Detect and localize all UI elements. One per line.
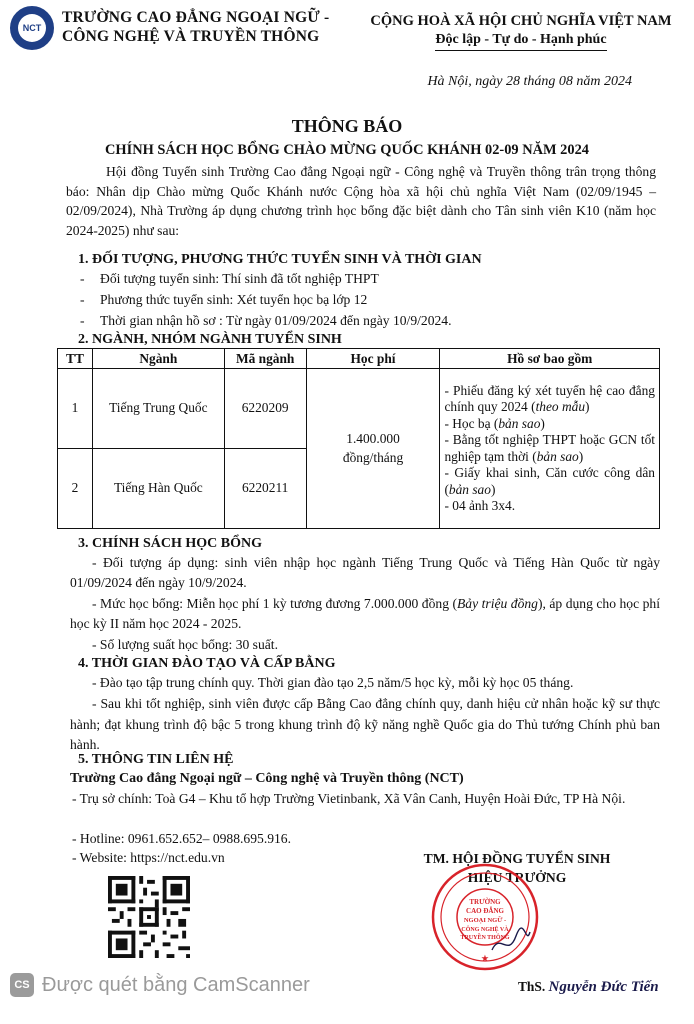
section1-item-text: Phương thức tuyển sinh: Xét tuyển học bạ lớp 12 <box>100 292 368 307</box>
logo-text: NCT <box>18 14 46 42</box>
school-logo <box>10 6 54 50</box>
nation-name: CỘNG HOÀ XÃ HỘI CHỦ NGHĨA VIỆT NAM <box>370 13 672 29</box>
svg-text:★: ★ <box>481 954 489 963</box>
cell-nganh: Tiếng Hàn Quốc <box>92 449 224 529</box>
school-name-line2: CÔNG NGHỆ VÀ TRUYỀN THÔNG <box>62 28 320 45</box>
fee-unit: đồng/tháng <box>342 449 404 465</box>
svg-text:TRƯỜNG: TRƯỜNG <box>469 898 501 906</box>
contact-address: - Trụ sở chính: Toà G4 – Khu tổ hợp Trường Vietinbank, Xã Vân Canh, Huyện Hoài Đức, TP Hà Nội. <box>72 791 626 806</box>
section1-item: - Phương thức tuyển sinh: Xét tuyển học bạ lớp 12 <box>80 292 368 307</box>
document-title: THÔNG BÁO <box>291 116 403 136</box>
cell-ho-so <box>440 369 660 529</box>
intro-paragraph: Hội đồng Tuyển sinh Trường Cao đẳng Ngoại ngữ - Công nghệ và Truyền thông trân trọng thông báo: Nhân dịp Chào mừng Quốc Khánh nước Cộng hòa xã hội chủ nghĩa Việt Nam (02/09/1945 – 02/09/2024), Nhà Trường áp dụng chương trình học bổng đặc biệt dành cho Tân sinh viên K10 (năm học 2024-2025) như sau: <box>66 164 656 238</box>
doc-item: - Giấy khai sinh, Căn cước công dân (bản sao) <box>444 465 655 497</box>
program-table <box>57 348 660 529</box>
signature-line1: TM. HỘI ĐỒNG TUYỂN SINH <box>423 851 611 866</box>
doc-item: - Bằng tốt nghiệp THPT hoặc GCN tốt nghiệp tạm thời (bản sao) <box>444 432 655 464</box>
section4-degree: - Sau khi tốt nghiệp, sinh viên được cấp Bằng Cao đẳng chính quy, danh hiệu cử nhân hoặc kỹ sư thực hành; đạt khung trình độ bậc 5 trong khung trình độ kỹ năng nghề Quốc gia do Thủ tướng Chính phủ ban hành. <box>70 696 660 752</box>
cell-tt: 1 <box>58 369 93 449</box>
doc-item: - Phiếu đăng ký xét tuyển hệ cao đẳng chính quy 2024 (theo mẫu) <box>444 382 655 414</box>
section1-item-text: Đối tượng tuyển sinh: Thí sinh đã tốt nghiệp THPT <box>100 271 379 286</box>
cell-tt: 2 <box>58 449 93 529</box>
table-header: Học phí <box>306 349 440 369</box>
signature-line2: HIỆU TRƯỞNG <box>467 870 567 885</box>
table-header: TT <box>58 349 93 369</box>
motto: Độc lập - Tự do - Hạnh phúc <box>435 31 606 51</box>
table-header: Ngành <box>92 349 224 369</box>
scanner-watermark <box>10 970 310 1000</box>
table-header-row <box>58 349 660 369</box>
section1-item-text: Thời gian nhận hồ sơ : Từ ngày 01/09/2024 đến ngày 10/9/2024. <box>100 313 452 328</box>
section3-heading: 3. CHÍNH SÁCH HỌC BỔNG <box>78 536 262 551</box>
svg-text:TRUYỀN THÔNG: TRUYỀN THÔNG <box>460 935 510 941</box>
signer-name: ThS. Nguyễn Đức Tiến <box>518 979 659 995</box>
cell-ma-nganh: 6220209 <box>224 369 306 449</box>
school-name <box>62 8 329 46</box>
section2-heading: 2. NGÀNH, NHÓM NGÀNH TUYỂN SINH <box>78 332 342 347</box>
section3-quota: - Số lượng suất học bổng: 30 suất. <box>92 637 278 652</box>
camscanner-icon: CS <box>10 973 34 997</box>
svg-text:NGOẠI NGỮ -: NGOẠI NGỮ - <box>463 917 507 924</box>
fee-amount: 1.400.000 <box>346 430 400 446</box>
section1-heading: 1. ĐỐI TƯỢNG, PHƯƠNG THỨC TUYỂN SINH VÀ THỜI GIAN <box>78 252 482 267</box>
document-subtitle: CHÍNH SÁCH HỌC BỔNG CHÀO MỪNG QUỐC KHÁNH 02-09 NĂM 2024 <box>105 142 589 158</box>
cell-nganh: Tiếng Trung Quốc <box>92 369 224 449</box>
doc-item: - Học bạ (bản sao) <box>444 415 545 431</box>
contact-hotline: - Hotline: 0961.652.652– 0988.695.916. <box>72 831 292 846</box>
svg-text:CÔNG NGHỆ VÀ: CÔNG NGHỆ VÀ <box>461 927 509 933</box>
national-header <box>356 12 686 51</box>
section1-item: - Thời gian nhận hồ sơ : Từ ngày 01/09/2024 đến ngày 10/9/2024. <box>80 313 452 328</box>
doc-item: - 04 ảnh 3x4. <box>444 498 516 513</box>
section4-training: - Đào tạo tập trung chính quy. Thời gian đào tạo 2,5 năm/5 học kỳ, mỗi kỳ học 05 tháng. <box>92 675 574 690</box>
table-row <box>58 369 660 449</box>
table-header: Hồ sơ bao gồm <box>440 349 660 369</box>
cell-ma-nganh: 6220211 <box>224 449 306 529</box>
qr-code[interactable] <box>108 876 190 958</box>
scanner-text: Được quét bằng CamScanner <box>42 974 310 996</box>
section1-item: - Đối tượng tuyển sinh: Thí sinh đã tốt nghiệp THPT <box>80 271 379 286</box>
svg-text:CAO ĐẲNG: CAO ĐẲNG <box>466 907 504 915</box>
section3-target: - Đối tượng áp dụng: sinh viên nhập học ngành Tiếng Trung Quốc và Tiếng Hàn Quốc từ ngày 01/09/2024 đến ngày 10/9/2024. <box>70 555 660 590</box>
section5-heading: 5. THÔNG TIN LIÊN HỆ <box>78 752 234 767</box>
school-header <box>10 6 350 50</box>
official-stamp <box>430 862 540 972</box>
section3-amount: - Mức học bổng: Miễn học phí 1 kỳ tương đương 7.000.000 đồng (Bảy triệu đồng), áp dụng cho học phí học kỳ II năm học 2024 - 2025. <box>70 596 660 631</box>
cell-hoc-phi <box>306 369 440 529</box>
dateline: Hà Nội, ngày 28 tháng 08 năm 2024 <box>427 74 632 89</box>
table-header: Mã ngành <box>224 349 306 369</box>
contact-website: - Website: https://nct.edu.vn <box>72 850 225 865</box>
section4-heading: 4. THỜI GIAN ĐÀO TẠO VÀ CẤP BẰNG <box>78 656 336 671</box>
contact-org: Trường Cao đẳng Ngoại ngữ – Công nghệ và Truyền thông (NCT) <box>70 771 464 786</box>
school-name-line1: TRƯỜNG CAO ĐẲNG NGOẠI NGỮ - <box>62 9 330 26</box>
